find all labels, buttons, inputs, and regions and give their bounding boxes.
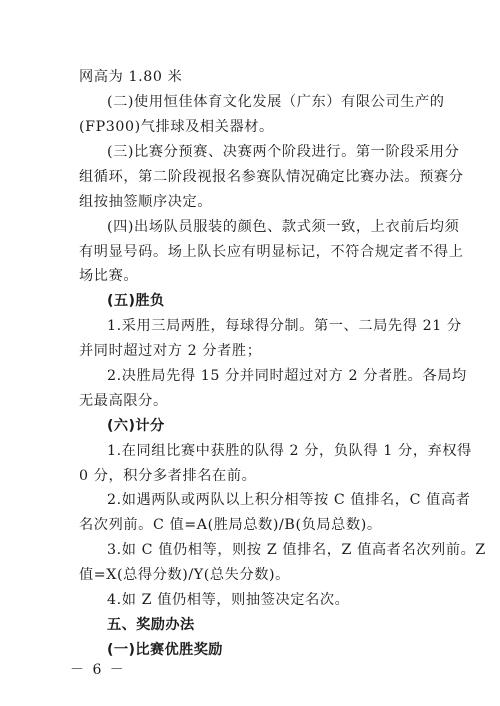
paragraph-line: 2.如遇两队或两队以上积分相等按 C 值排名，C 值高者 bbox=[107, 492, 471, 508]
paragraph-line: (FP300)气排球及相关器材。 bbox=[79, 119, 274, 135]
paragraph-line: 场比赛。 bbox=[79, 268, 139, 284]
paragraph-line: (二)使用恒佳体育文化发展（广东）有限公司生产的 bbox=[107, 94, 445, 110]
paragraph-line: 名次列前。C 值=A(胜局总数)/B(负局总数)。 bbox=[79, 517, 382, 533]
paragraph-line: 0 分，积分多者排名在前。 bbox=[79, 468, 257, 484]
paragraph-line: 网高为 1.80 米 bbox=[79, 69, 183, 85]
section-heading: (一)比赛优胜奖励 bbox=[107, 642, 223, 658]
paragraph-line: 无最高限分。 bbox=[79, 393, 168, 409]
page-number: － 6 － bbox=[70, 662, 126, 678]
paragraph-line: 4.如 Z 值仍相等，则抽签决定名次。 bbox=[107, 592, 350, 608]
paragraph-line: (四)出场队员服装的颜色、款式须一致，上衣前后均须 bbox=[107, 219, 460, 235]
paragraph-line: 值=X(总得分数)/Y(总失分数)。 bbox=[79, 567, 290, 583]
paragraph-line: 组循环，第二阶段视报名参赛队情况确定比赛办法。预赛分 bbox=[79, 169, 464, 185]
section-heading: 五、奖励办法 bbox=[107, 617, 195, 633]
paragraph-line: 有明显号码。场上队长应有明显标记，不符合规定者不得上 bbox=[79, 244, 464, 260]
section-heading: (五)胜负 bbox=[107, 293, 165, 309]
paragraph-line: (三)比赛分预赛、决赛两个阶段进行。第一阶段采用分 bbox=[107, 144, 460, 160]
section-heading: (六)计分 bbox=[107, 418, 165, 434]
paragraph-line: 并同时超过对方 2 分者胜； bbox=[79, 343, 262, 359]
paragraph-line: 组按抽签顺序决定。 bbox=[79, 194, 213, 210]
paragraph-line: 1.采用三局两胜，每球得分制。第一、二局先得 21 分 bbox=[107, 318, 462, 334]
paragraph-line: 3.如 C 值仍相等，则按 Z 值排名，Z 值高者名次列前。Z bbox=[107, 542, 486, 558]
paragraph-line: 2.决胜局先得 15 分并同时超过对方 2 分者胜。各局均 bbox=[107, 368, 467, 384]
paragraph-line: 1.在同组比赛中获胜的队得 2 分，负队得 1 分，弃权得 bbox=[107, 443, 472, 459]
